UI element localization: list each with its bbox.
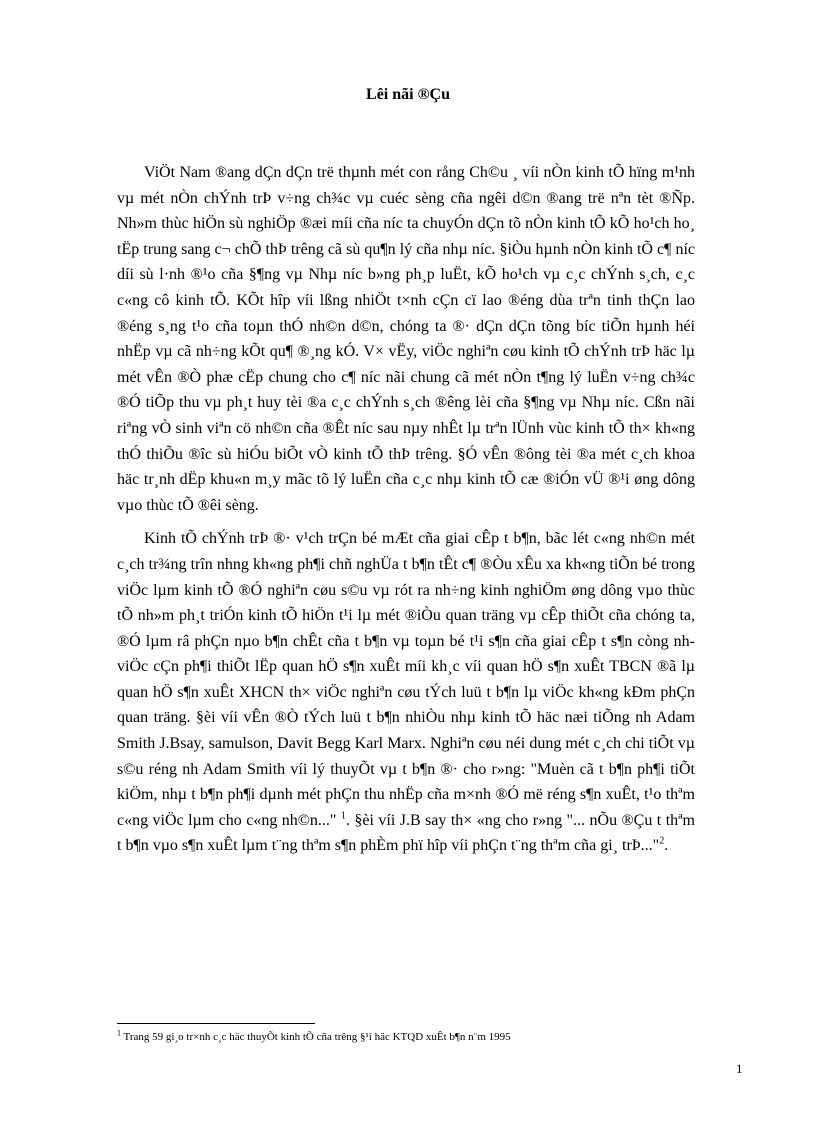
page-number: 1 bbox=[736, 1061, 743, 1076]
paragraph-1: ViÖt Nam ®ang dÇn dÇn trë thµnh mét con rång Ch©u ¸ víi nÒn kinh tÕ hïng m¹nh vµ mét nÒn chÝnh trÞ v÷ng ch¾c vµ cuéc sèng cña ngêi d©n ®ang trë nªn tèt ®Ñp. Nh»m thùc hiÖn sù nghiÖp ®æi míi cña níc ta chuyÓn dÇn tõ nÒn kinh tÕ kÕ ho¹ch ho¸ tËp trung sang c¬ chÕ thÞ trêng cã sù qu¶n lý cña nhµ níc. §iÒu hµnh nÒn kinh tÕ c¶ níc díi sù l·nh ®¹o cña §¶ng vµ Nhµ níc b»ng ph¸p luËt, kÕ ho¹ch vµ c¸c chÝnh s¸ch, c¸c c«ng cô kinh tÕ. KÕt hîp víi lßng nhiÖt t×nh cÇn cï lao ®éng dùa trªn tinh thÇn lao ®éng s¸ng t¹o cña toµn thÓ nh©n d©n, chóng ta ®· dÇn dÇn tõng bíc tiÕn hµnh héi nhËp vµ cã nh÷ng kÕt qu¶ ®¸ng kÓ. V× vËy, viÖc nghiªn cøu kinh tÕ chÝnh trÞ häc lµ mét vÊn ®Ò phæ cËp chung cho c¶ níc nãi chung cã mét nÒn t¶ng lý luËn v÷ng ch¾c ®Ó tiÕp thu vµ ph¸t huy tèi ®a c¸c chÝnh s¸ch ®êng lèi cña §¶ng vµ Nhµ níc. Cßn nãi riªng vÒ sinh viªn cö nh©n cña ®Êt níc sau nµy nhÊt lµ trªn lÜnh vùc kinh tÕ th× kh«ng thÓ thiÕu ®îc sù hiÓu biÕt vÒ kinh tÕ thÞ trêng. §Ó vÊn ®ông tèi ®a mét c¸ch khoa häc tr¸nh dËp khu«n m¸y mãc tõ lý luËn cña c¸c nhµ kinh tÕ cæ ®iÓn vÜ ®¹i øng dông vµo thùc tÕ ®êi sèng. bbox=[117, 164, 695, 514]
footnote bbox=[117, 1028, 511, 1043]
paragraph-2: Kinh tÕ chÝnh trÞ ®· v¹ch trÇn bé mÆt cña giai cÊp t b¶n, bãc lét c«ng nh©n mét c¸ch tr¾ng trîn nhng kh«ng ph¶i chñ nghÜa t b¶n tÊt c¶ ®Òu xÊu xa kh«ng tiÕn bé trong viÖc lµm kinh tÕ ®Ó nghiªn cøu s©u vµ rót ra nh÷ng kinh nghiÖm øng dông vµo thùc tÕ nh»m ph¸t triÓn kinh tÕ hiÖn t¹i lµ mét ®iÒu quan träng vµ cÊp thiÕt cña chóng ta, ®Ó lµm râ phÇn nµo b¶n chÊt cña t b¶n vµ toµn bé t¹i s¶n cña giai cÊp t s¶n còng nh viÖc cÇn ph¶i thiÕt lËp quan hÖ s¶n xuÊt míi kh¸c víi quan hÖ s¶n xuÊt TBCN ®ã lµ quan hÖ s¶n xuÊt XHCN th× viÖc nghiªn cøu tÝch luü t b¶n lµ viÖc kh«ng kÐm phÇn quan träng. §èi víi vÊn ®Ò tÝch luü t b¶n nhiÒu nhµ kinh tÕ häc næi tiÕng nh Adam Smith J.Bsay, samulson, Davit Begg Karl Marx. Nghiªn cøu néi dung mét c¸ch chi tiÕt vµ s©u réng nh Adam Smith víi lý thuyÕt vµ t b¶n ®· cho r»ng: "Muèn cã t b¶n ph¶i tiÕt kiÖm, nhµ t b¶n ph¶i dµnh mét phÇn thu nhËp cña m×nh ®Ó më réng s¶n xuÊt, t¹o thªm c«ng viÖc lµm cho c«ng nh©n..." $^1$. §èi víi J.B say th× «ng cho r»ng "... nÕu ®Çu t thªm t b¶n vµo s¶n xuÊt lµm t¨ng thªm s¶n phÈm phï hîp víi phÇn t¨ng thªm cña gi¸ trÞ..."$^2$. bbox=[117, 530, 696, 855]
footnote-number: 1 bbox=[117, 1028, 121, 1038]
body-text bbox=[117, 160, 695, 859]
footnote-mark-2: 2 bbox=[659, 836, 665, 848]
footnote-mark-1: 1 bbox=[340, 810, 346, 822]
footnote-text: Trang 59 gi¸o tr×nh c¸c häc thuyÕt kinh tÕ cña trêng §¹i häc KTQD xuÊt b¶n n¨m 1995 bbox=[121, 1031, 511, 1043]
paragraph-2-part-1: Kinh tÕ chÝnh trÞ ®· v¹ch trÇn bé mÆt cña giai cÊp t b¶n, bãc lét c«ng nh©n mét c¸ch tr¾ng trîn nhng kh«ng ph¶i chñ nghÜa t b¶n tÊt c¶ ®Òu xÊu xa kh«ng tiÕn bé trong viÖc lµm kinh tÕ ®Ó nghiªn cøu s©u vµ rót ra nh÷ng kinh nghiÖm øng dông vµo thùc tÕ nh»m ph¸t triÓn kinh tÕ hiÖn t¹i lµ mét ®iÒu quan träng vµ cÊp thiÕt cña chóng ta, ®Ó lµm râ phÇn nµo b¶n chÊt cña t b¶n vµ toµn bé t¹i s¶n cña giai cÊp t s¶n còng nh viÖc cÇn ph¶i thiÕt lËp quan hÖ s¶n xuÊt míi kh¸c víi quan hÖ s¶n xuÊt TBCN ®ã lµ quan hÖ s¶n xuÊt XHCN th× viÖc nghiªn cøu tÝch luü t b¶n lµ viÖc kh«ng kÐm phÇn quan träng. §èi víi vÊn ®Ò tÝch luü t b¶n nhiÒu nhµ kinh tÕ häc næi tiÕng nh Adam Smith J.Bsay, samulson, Davit Begg Karl Marx. Nghiªn cøu néi dung mét c¸ch chi tiÕt vµ s©u réng nh Adam Smith víi lý thuyÕt vµ t b¶n ®· cho r»ng: "Muèn cã t b¶n ph¶i tiÕt kiÖm, nhµ t b¶n ph¶i dµnh mét phÇn thu nhËp cña m×nh ®Ó më réng s¶n xuÊt, t¹o thªm c«ng viÖc lµm cho c«ng nh©n..." bbox=[117, 530, 695, 829]
footnote-divider bbox=[117, 1023, 315, 1024]
page-title: Lêi nãi ®Çu bbox=[366, 86, 450, 103]
paragraph-2-part-2: . §èi víi J.B say th× «ng cho r»ng "... nÕu ®Çu t thªm t b¶n vµo s¶n xuÊt lµm t¨ng thªm s¶n phÈm phï hîp víi phÇn t¨ng thªm cña gi¸ trÞ..." bbox=[117, 811, 696, 855]
